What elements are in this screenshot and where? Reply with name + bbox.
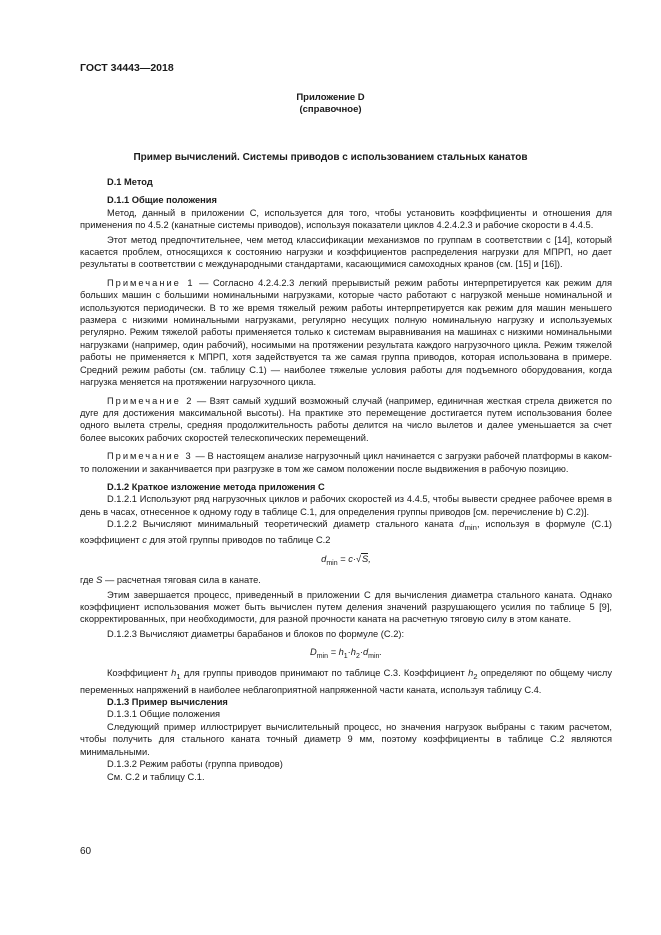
- subscript: 2: [355, 652, 360, 660]
- document-body: [80, 176, 612, 783]
- text: ·h: [347, 647, 356, 658]
- var: d: [321, 553, 327, 564]
- subscript: min: [316, 652, 328, 660]
- text: ,: [368, 553, 371, 564]
- var: S: [96, 575, 103, 586]
- section-d12-heading: D.1.2 Краткое изложение метода приложения C: [107, 481, 325, 492]
- paragraph: См. С.2 и таблицу С.1.: [107, 771, 205, 782]
- appendix-subtitle: (справочное): [299, 104, 362, 115]
- paragraph: Этим завершается процесс, приведенный в приложении С для вычисления диаметра стального каната. Однако коэффициент использования может быть вычислен путем деления значений разрушающего усилия по таблице 5 [9], скорректированных, при необходимости, для разной прочности каната на расчетную тяговую силу в этом канате.: [80, 589, 612, 625]
- section-d13-heading: D.1.3 Пример вычисления: [107, 697, 228, 708]
- paragraph: Этот метод предпочтительнее, чем метод классификации механизмов по группам в соответствии с [14], который касается проблем, относящихся к состоянию нагрузки и коэффициентов распределения нагрузки для МПРП, но дает результаты в соответствии с международными стандартами, касающимися самоходных кранов (см. [15] и [16]).: [80, 234, 612, 270]
- note-label: Примечание 1: [107, 277, 195, 288]
- formula-c1: [80, 553, 612, 570]
- text: = c·: [337, 553, 356, 564]
- note-1: [80, 277, 612, 389]
- page-number: 60: [80, 846, 92, 857]
- formula-c2: [80, 646, 612, 663]
- text: где: [80, 575, 97, 586]
- text: = h: [327, 647, 344, 658]
- text: , используя в формуле (С.1) коэффициент: [80, 519, 612, 546]
- paragraph: Следующий пример иллюстрирует вычислительный процесс, но значения нагрузок выбраны с таким расчетом, чтобы получить для стального каната точный диаметр 9 мм, поэтому коэффициенты в таблице С.2 являются минимальными.: [80, 721, 612, 757]
- main-title: Пример вычислений. Системы приводов с использованием стальных канатов: [133, 152, 528, 163]
- paragraph: [80, 574, 612, 586]
- appendix-heading: [0, 92, 661, 116]
- section-d1-heading: D.1 Метод: [107, 177, 153, 187]
- subscript: 1: [343, 652, 348, 660]
- note-text: — Взят самый худший возможный случай (например, единичная жесткая стрела движется по дуге для достижения максимальной высоты). На практике это перемещение достигается путем использования более одного вылета стрелы, средняя продолжительность работы делится на число вылетов и далее уменьшается за счет более высоких рабочих скоростей телескопических перемещений.: [80, 395, 612, 443]
- text: Коэффициент: [107, 668, 172, 679]
- text: для группы приводов принимают по таблице С.3. Коэффициент: [180, 668, 469, 679]
- appendix-title: Приложение D: [296, 92, 365, 103]
- paragraph: Метод, данный в приложении C, используется для того, чтобы установить коэффициенты и отношения для применения по 4.5.2 (канатные системы приводов), используя показатели циклов 4.2.4.2.3 и рабочие скорости в 4.4.5.: [80, 207, 612, 231]
- var: h: [171, 668, 177, 679]
- subscript: 1: [176, 672, 181, 682]
- paragraph: D.1.2.3 Вычисляют диаметры барабанов и блоков по формуле (С.2):: [107, 628, 405, 639]
- sqrt-sign: √: [355, 553, 362, 564]
- paragraph: D.1.3.1 Общие положения: [107, 709, 221, 720]
- text: ·d: [359, 647, 369, 658]
- paragraph: D.1.2.1 Используют ряд нагрузочных циклов и рабочих скоростей из 4.4.5, чтобы вывести среднее рабочее время в день в часах, отнесенное к одному году в таблице С.1, для определения группы приводов [см. перечисление b) С.2)].: [80, 494, 612, 517]
- note-label: Примечание 3: [107, 451, 193, 462]
- text: D.1.2.2 Вычисляют минимальный теоретический диаметр стального каната: [107, 519, 460, 530]
- var: h: [468, 668, 474, 679]
- note-label: Примечание 2: [107, 395, 194, 406]
- subscript: min: [368, 652, 380, 660]
- text: .: [379, 647, 383, 658]
- note-2: [80, 395, 612, 445]
- text: определяют по общему числу переменных напряжений в наиболее неблагоприятной напряженной части каната, используя таблицу С.4.: [80, 668, 612, 695]
- note-text: — В настоящем анализе нагрузочный цикл начинается с загрузки рабочей платформы в каком-то положении и заканчивается при разгрузке в том же самом положении после выдвижения в рабочую позицию.: [80, 451, 612, 474]
- subscript: min: [464, 523, 477, 533]
- subscript: min: [326, 559, 338, 567]
- note-text: — Согласно 4.2.4.2.3 легкий прерывистый режим работы интерпретируется как режим для больших машин с большими номинальными нагрузками, которые часто работают с нагрузкой меньше номинальной и используются периодически. В то же время тяжелый режим работы интерпретируется как режим для машин меньшего размера с низкими номинальными нагрузками, регулярно несущих полную номинальную нагрузку и используемых регулярно. Режим тяжелой работы применяется только к системам выравнивания на машинах с низкими номинальными нагрузками (например, один рабочий), носимыми на протяжении результата каждого нагрузочного цикла. Режим тяжелой работы не применяется к МПРП, хотя задействуется та же самая группа приводов, которая использована в примере. Средний режим работы (см. таблицу С.1) — наиболее тяжелые условия работы для подъемного оборудования, когда нагрузка меняется на протяжении нагрузочного цикла.: [80, 277, 612, 388]
- paragraph: [80, 518, 612, 547]
- var: S: [362, 553, 369, 564]
- var: D: [309, 647, 317, 658]
- paragraph: D.1.3.2 Режим работы (группа приводов): [107, 759, 283, 770]
- note-3: [80, 450, 612, 475]
- section-d11-heading: D.1.1 Общие положения: [107, 195, 217, 206]
- text: для этой группы приводов по таблице С.2: [146, 535, 331, 546]
- var: c: [142, 535, 147, 546]
- text: — расчетная тяговая сила в канате.: [102, 575, 261, 586]
- paragraph: [80, 667, 612, 696]
- subscript: 2: [473, 672, 478, 682]
- standard-code: ГОСТ 34443—2018: [80, 62, 174, 74]
- var: d: [459, 519, 465, 530]
